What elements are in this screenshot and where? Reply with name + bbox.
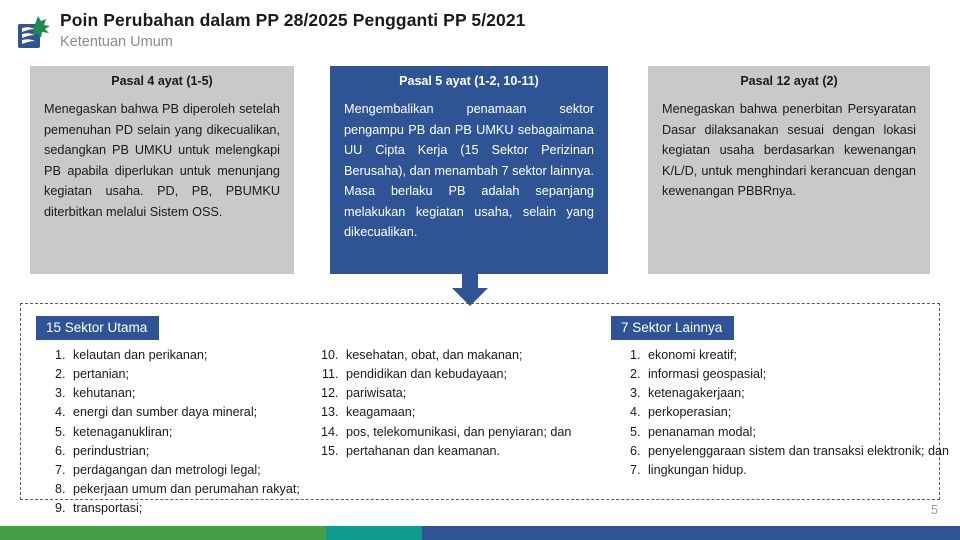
list-item: 15. pertahanan dan keamanan. <box>342 442 612 461</box>
list-item: 10. kesehatan, obat, dan makanan; <box>342 346 612 365</box>
list-item: 9. transportasi; <box>69 499 339 518</box>
list-item: 7. lingkungan hidup. <box>644 461 960 480</box>
footer-segment-green <box>0 526 326 540</box>
card-body: Menegaskan bahwa PB diperoleh setelah pemenuhan PD selain yang dikecualikan, sedangkan PB UMKU untuk melengkapi PB apabila diperlukan untuk menunjang kegiatan usaha. PD, PB, PBUMKU diterbitkan melalui Sistem OSS. <box>44 102 280 219</box>
card-heading: Pasal 4 ayat (1-5) <box>111 74 213 88</box>
card-pasal-4 <box>30 66 294 274</box>
card-body: Mengembalikan penamaan sektor pengampu PB dan PB UMKU sebagaimana UU Cipta Kerja (15 Sektor Perizinan Berusaha), dan menambah 7 sektor lainnya. Masa berlaku PB adalah sepanjang melakukan kegiatan usaha, selain yang dikecualikan. <box>344 102 594 240</box>
page-subtitle: Ketentuan Umum <box>60 34 173 50</box>
list-item: 7. perdagangan dan metrologi legal; <box>69 461 339 480</box>
down-arrow-icon <box>452 272 488 306</box>
list-item: 3. kehutanan; <box>69 384 339 403</box>
list-item: 4. perkoperasian; <box>644 403 960 422</box>
sektor-panel <box>20 303 950 516</box>
list-item: 1. ekonomi kreatif; <box>644 346 960 365</box>
list-item: 2. pertanian; <box>69 365 339 384</box>
list-item: 11. pendidikan dan kebudayaan; <box>342 365 612 384</box>
list-sektor-utama-col2 <box>316 346 612 461</box>
badge-7-sektor-lainnya: 7 Sektor Lainnya <box>611 316 734 340</box>
list-sektor-utama-col1 <box>43 346 339 518</box>
list-item: 5. ketenaganukliran; <box>69 423 339 442</box>
list-item: 6. perindustrian; <box>69 442 339 461</box>
list-item: 3. ketenagakerjaan; <box>644 384 960 403</box>
card-pasal-12 <box>648 66 930 274</box>
list-item: 4. energi dan sumber daya mineral; <box>69 403 339 422</box>
footer-color-bar <box>0 526 960 540</box>
list-item: 6. penyelenggaraan sistem dan transaksi elektronik; dan <box>644 442 960 461</box>
page-title: Poin Perubahan dalam PP 28/2025 Pengganti PP 5/2021 <box>60 10 526 30</box>
card-pasal-5 <box>330 66 608 274</box>
badge-15-sektor-utama: 15 Sektor Utama <box>36 316 159 340</box>
page-number: 5 <box>931 503 938 517</box>
list-sektor-lainnya <box>618 346 960 480</box>
list-item: 12. pariwisata; <box>342 384 612 403</box>
list-item: 13. keagamaan; <box>342 403 612 422</box>
slide-header <box>10 6 950 54</box>
list-item: 1. kelautan dan perikanan; <box>69 346 339 365</box>
card-heading: Pasal 12 ayat (2) <box>740 74 838 88</box>
card-heading: Pasal 5 ayat (1-2, 10-11) <box>399 74 539 88</box>
card-body: Menegaskan bahwa penerbitan Persyaratan Dasar dilaksanakan sesuai dengan lokasi kegiatan usaha berdasarkan kewenangan K/L/D, untuk menghindari kerancuan dengan kewenangan PBBRnya. <box>662 102 916 199</box>
government-emblem-icon <box>14 12 54 52</box>
list-item: 2. informasi geospasial; <box>644 365 960 384</box>
list-item: 14. pos, telekomunikasi, dan penyiaran; dan <box>342 423 612 442</box>
list-item: 8. pekerjaan umum dan perumahan rakyat; <box>69 480 339 499</box>
footer-segment-teal <box>326 526 422 540</box>
list-item: 5. penanaman modal; <box>644 423 960 442</box>
